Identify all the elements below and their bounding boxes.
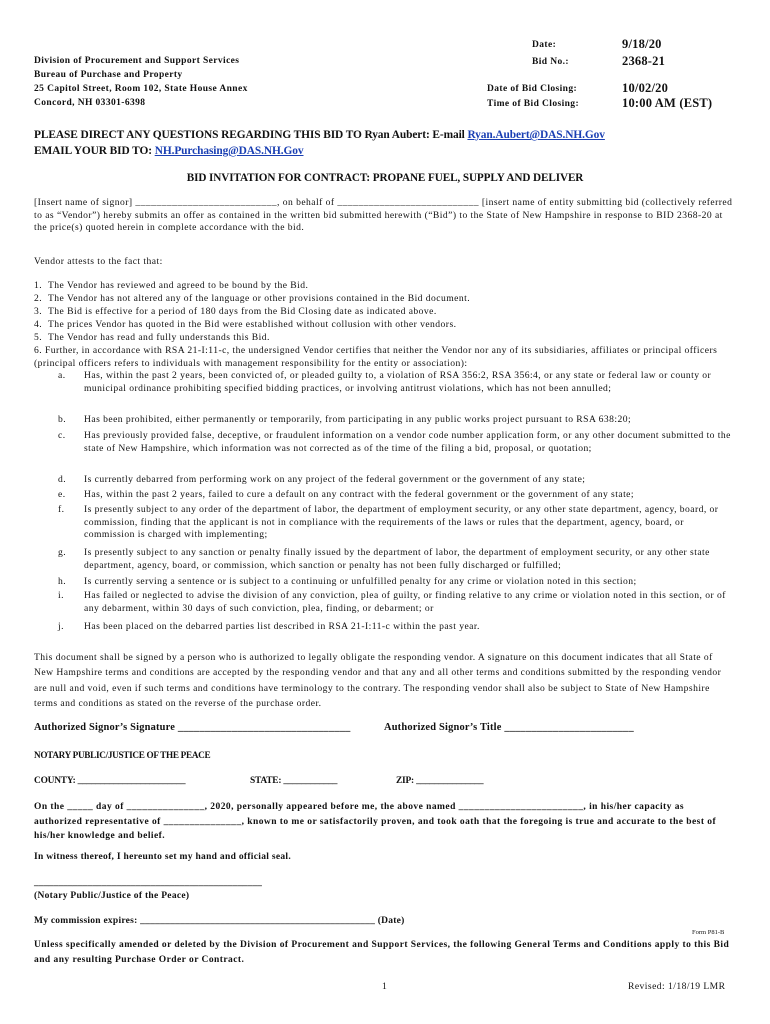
- date-label: Date:: [532, 40, 557, 50]
- state-field[interactable]: STATE: ____________: [250, 776, 338, 786]
- attests-line: Vendor attests to the fact that:: [34, 256, 163, 267]
- item-text: The Vendor has not altered any of the language or other provisions contained in the Bid document.: [48, 293, 471, 304]
- sub-item-text: Has been prohibited, either permanently or temporarily, from participating in any public works project pursuant to RSA 638:20;: [84, 414, 632, 425]
- item-number: 1.: [34, 280, 43, 291]
- item-text: The prices Vendor has quoted in the Bid were established without collusion with other vendors.: [48, 319, 457, 330]
- list-item: [34, 345, 734, 370]
- date-value: 9/18/20: [622, 37, 662, 51]
- closing-time-value: 10:00 AM (EST): [622, 96, 713, 110]
- notary-statement: On the _____ day of _______________, 2020, personally appeared before me, the above named ________________________, in his/her capacity as authorized representative of _______________, known to me or satisfactorily proven, and took oath that the foregoing is true and accurate to the best of his/her knowledge and belief.: [34, 802, 717, 841]
- sub-item-text: Is presently subject to any sanction or penalty finally issued by the department of labor, the department of employment security, or any other state department, agency, board, or commission, which sanction or penalty has not been fully discharged or fulfilled;: [84, 547, 710, 571]
- sub-item-text: Has, within the past 2 years, failed to cure a default on any contract with the federal government or the government of any state;: [84, 489, 635, 500]
- county-field[interactable]: COUNTY: ________________________: [34, 776, 186, 786]
- sub-item-text: Is currently serving a sentence or is subject to a continuing or unfulfilled penalty for any crime or violation noted in this section;: [84, 576, 637, 587]
- authorized-signor-signature-field[interactable]: Authorized Signor’s Signature ________________________________: [34, 722, 351, 733]
- sub-item-text: Has failed or neglected to advise the division of any conviction, plea of guilty, or finding relative to any crime or violation noted in this section, or of any debarment, within 30 days of such conviction, plea, finding, or debarment; or: [84, 590, 726, 614]
- org-name: Division of Procurement and Support Services: [34, 56, 240, 66]
- sub-item-letter: d.: [58, 474, 67, 485]
- item-number: 2.: [34, 293, 43, 304]
- notary-signature-caption: (Notary Public/Justice of the Peace): [34, 891, 190, 901]
- signature-paragraph: This document shall be signed by a person who is authorized to legally obligate the responding vendor. A signature on this document indicates that all State of New Hampshire terms and conditions are accepted by the responding vendor and that any and all other terms and conditions submitted by the responding vendor are null and void, even if such terms and conditions have terminology to the contrary. The responding vendor shall also be subject to State of New Hampshire terms and conditions as stated on the reverse of the purchase order.: [34, 652, 722, 709]
- sub-item-text: Has previously provided false, deceptive, or fraudulent information on a vendor code number application form, or any other document submitted to the state of New Hampshire, which information was not corrected as of the time of the filing a bid, proposal, or quotation;: [84, 430, 731, 454]
- zip-field[interactable]: ZIP: _______________: [396, 776, 484, 786]
- form-number: Form P81-B: [692, 929, 725, 936]
- intro-paragraph: [Insert name of signor] ___________________________, on behalf of ___________________________ [insert name of entity submitting bid (collectively referred to as “Vendor”) hereby submits an offer as contained in the written bid submitted herewith (“Bid”) to the State of New Hampshire in response to BID 2368-20 at the price(s) quoted herein in complete accordance with the bid.: [34, 197, 733, 234]
- email-bid-link[interactable]: NH.Purchasing@DAS.NH.Gov: [154, 145, 304, 157]
- item-number: 6.: [34, 345, 43, 356]
- general-terms-notice: Unless specifically amended or deleted by the Division of Procurement and Support Services, the following General Terms and Conditions apply to this Bid and any resulting Purchase Order or Contract.: [34, 940, 730, 965]
- item-text: The Bid is effective for a period of 180 days from the Bid Closing date as indicated above.: [48, 306, 437, 317]
- authorized-signor-title-field[interactable]: Authorized Signor’s Title ________________________: [384, 722, 634, 733]
- closing-date-label: Date of Bid Closing:: [487, 84, 578, 94]
- item-number: 3.: [34, 306, 43, 317]
- org-bureau: Bureau of Purchase and Property: [34, 70, 183, 80]
- item-number: 5.: [34, 332, 43, 343]
- closing-date-value: 10/02/20: [622, 81, 669, 95]
- sub-item-text: Is presently subject to any order of the department of labor, the department of employment security, or any other state department, agency, board, or commission, finding that the applicant is not in compliance with the requirements of the laws or rules that the department, agency, board, or commission is charged with implementing;: [84, 504, 719, 541]
- closing-time-label: Time of Bid Closing:: [487, 99, 580, 109]
- item-text: Further, in accordance with RSA 21-I:11-c, the undersigned Vendor certifies that neither the Vendor nor any of its subsidiaries, affiliates or principal officers (principal officers refers to individuals with management responsibility for the entity or association):: [34, 345, 718, 369]
- sub-item-letter: c.: [58, 430, 66, 441]
- notary-heading: NOTARY PUBLIC/JUSTICE OF THE PEACE: [34, 750, 211, 760]
- item-number: 4.: [34, 319, 43, 330]
- sub-item-text: Has been placed on the debarred parties list described in RSA 21-I:11-c within the past year.: [84, 621, 480, 632]
- sub-item-text: Is currently debarred from performing work on any project of the federal government or the government of any state;: [84, 474, 586, 485]
- page-number: 1: [382, 981, 388, 992]
- item-text: The Vendor has read and fully understands this Bid.: [48, 332, 270, 343]
- sub-item-letter: j.: [58, 621, 64, 632]
- witness-line: In witness thereof, I hereunto set my hand and official seal.: [34, 852, 292, 862]
- sub-item-letter: h.: [58, 576, 67, 587]
- bid-no-label: Bid No.:: [532, 57, 569, 67]
- commission-expires-field[interactable]: My commission expires: _______________________________________________ (Date): [34, 916, 405, 926]
- org-city: Concord, NH 03301-6398: [34, 98, 146, 108]
- org-street: 25 Capitol Street, Room 102, State House Annex: [34, 84, 248, 94]
- sub-item-letter: f.: [58, 504, 65, 515]
- sub-item-text: Has, within the past 2 years, been convicted of, or pleaded guilty to, a violation of RSA 356:2, RSA 356:4, or any state or federal law or county or municipal ordinance prohibiting specified bidding practices, or involving antitrust violations, which has not been annulled;: [84, 370, 712, 394]
- bid-no-value: 2368-21: [622, 54, 666, 68]
- sub-item-letter: i.: [58, 590, 64, 601]
- email-bid-line: [34, 145, 304, 157]
- sub-item-letter: e.: [58, 489, 66, 500]
- sub-item-letter: a.: [58, 370, 66, 381]
- email-bid-prefix: EMAIL YOUR BID TO:: [34, 145, 155, 157]
- questions-line: [34, 129, 605, 141]
- page-title: BID INVITATION FOR CONTRACT: PROPANE FUEL, SUPPLY AND DELIVER: [186, 172, 584, 184]
- questions-prefix: PLEASE DIRECT ANY QUESTIONS REGARDING THIS BID TO Ryan Aubert: E-mail: [34, 129, 468, 141]
- item-6-paragraph: [34, 345, 734, 370]
- revision-note: Revised: 1/18/19 LMR: [628, 981, 726, 992]
- questions-email-link[interactable]: Ryan.Aubert@DAS.NH.Gov: [467, 129, 605, 141]
- sub-item-letter: g.: [58, 547, 67, 558]
- sub-item-letter: b.: [58, 414, 67, 425]
- item-text: The Vendor has reviewed and agreed to be bound by the Bid.: [48, 280, 309, 291]
- notary-signature-line[interactable]: _______________________________________________: [34, 878, 262, 888]
